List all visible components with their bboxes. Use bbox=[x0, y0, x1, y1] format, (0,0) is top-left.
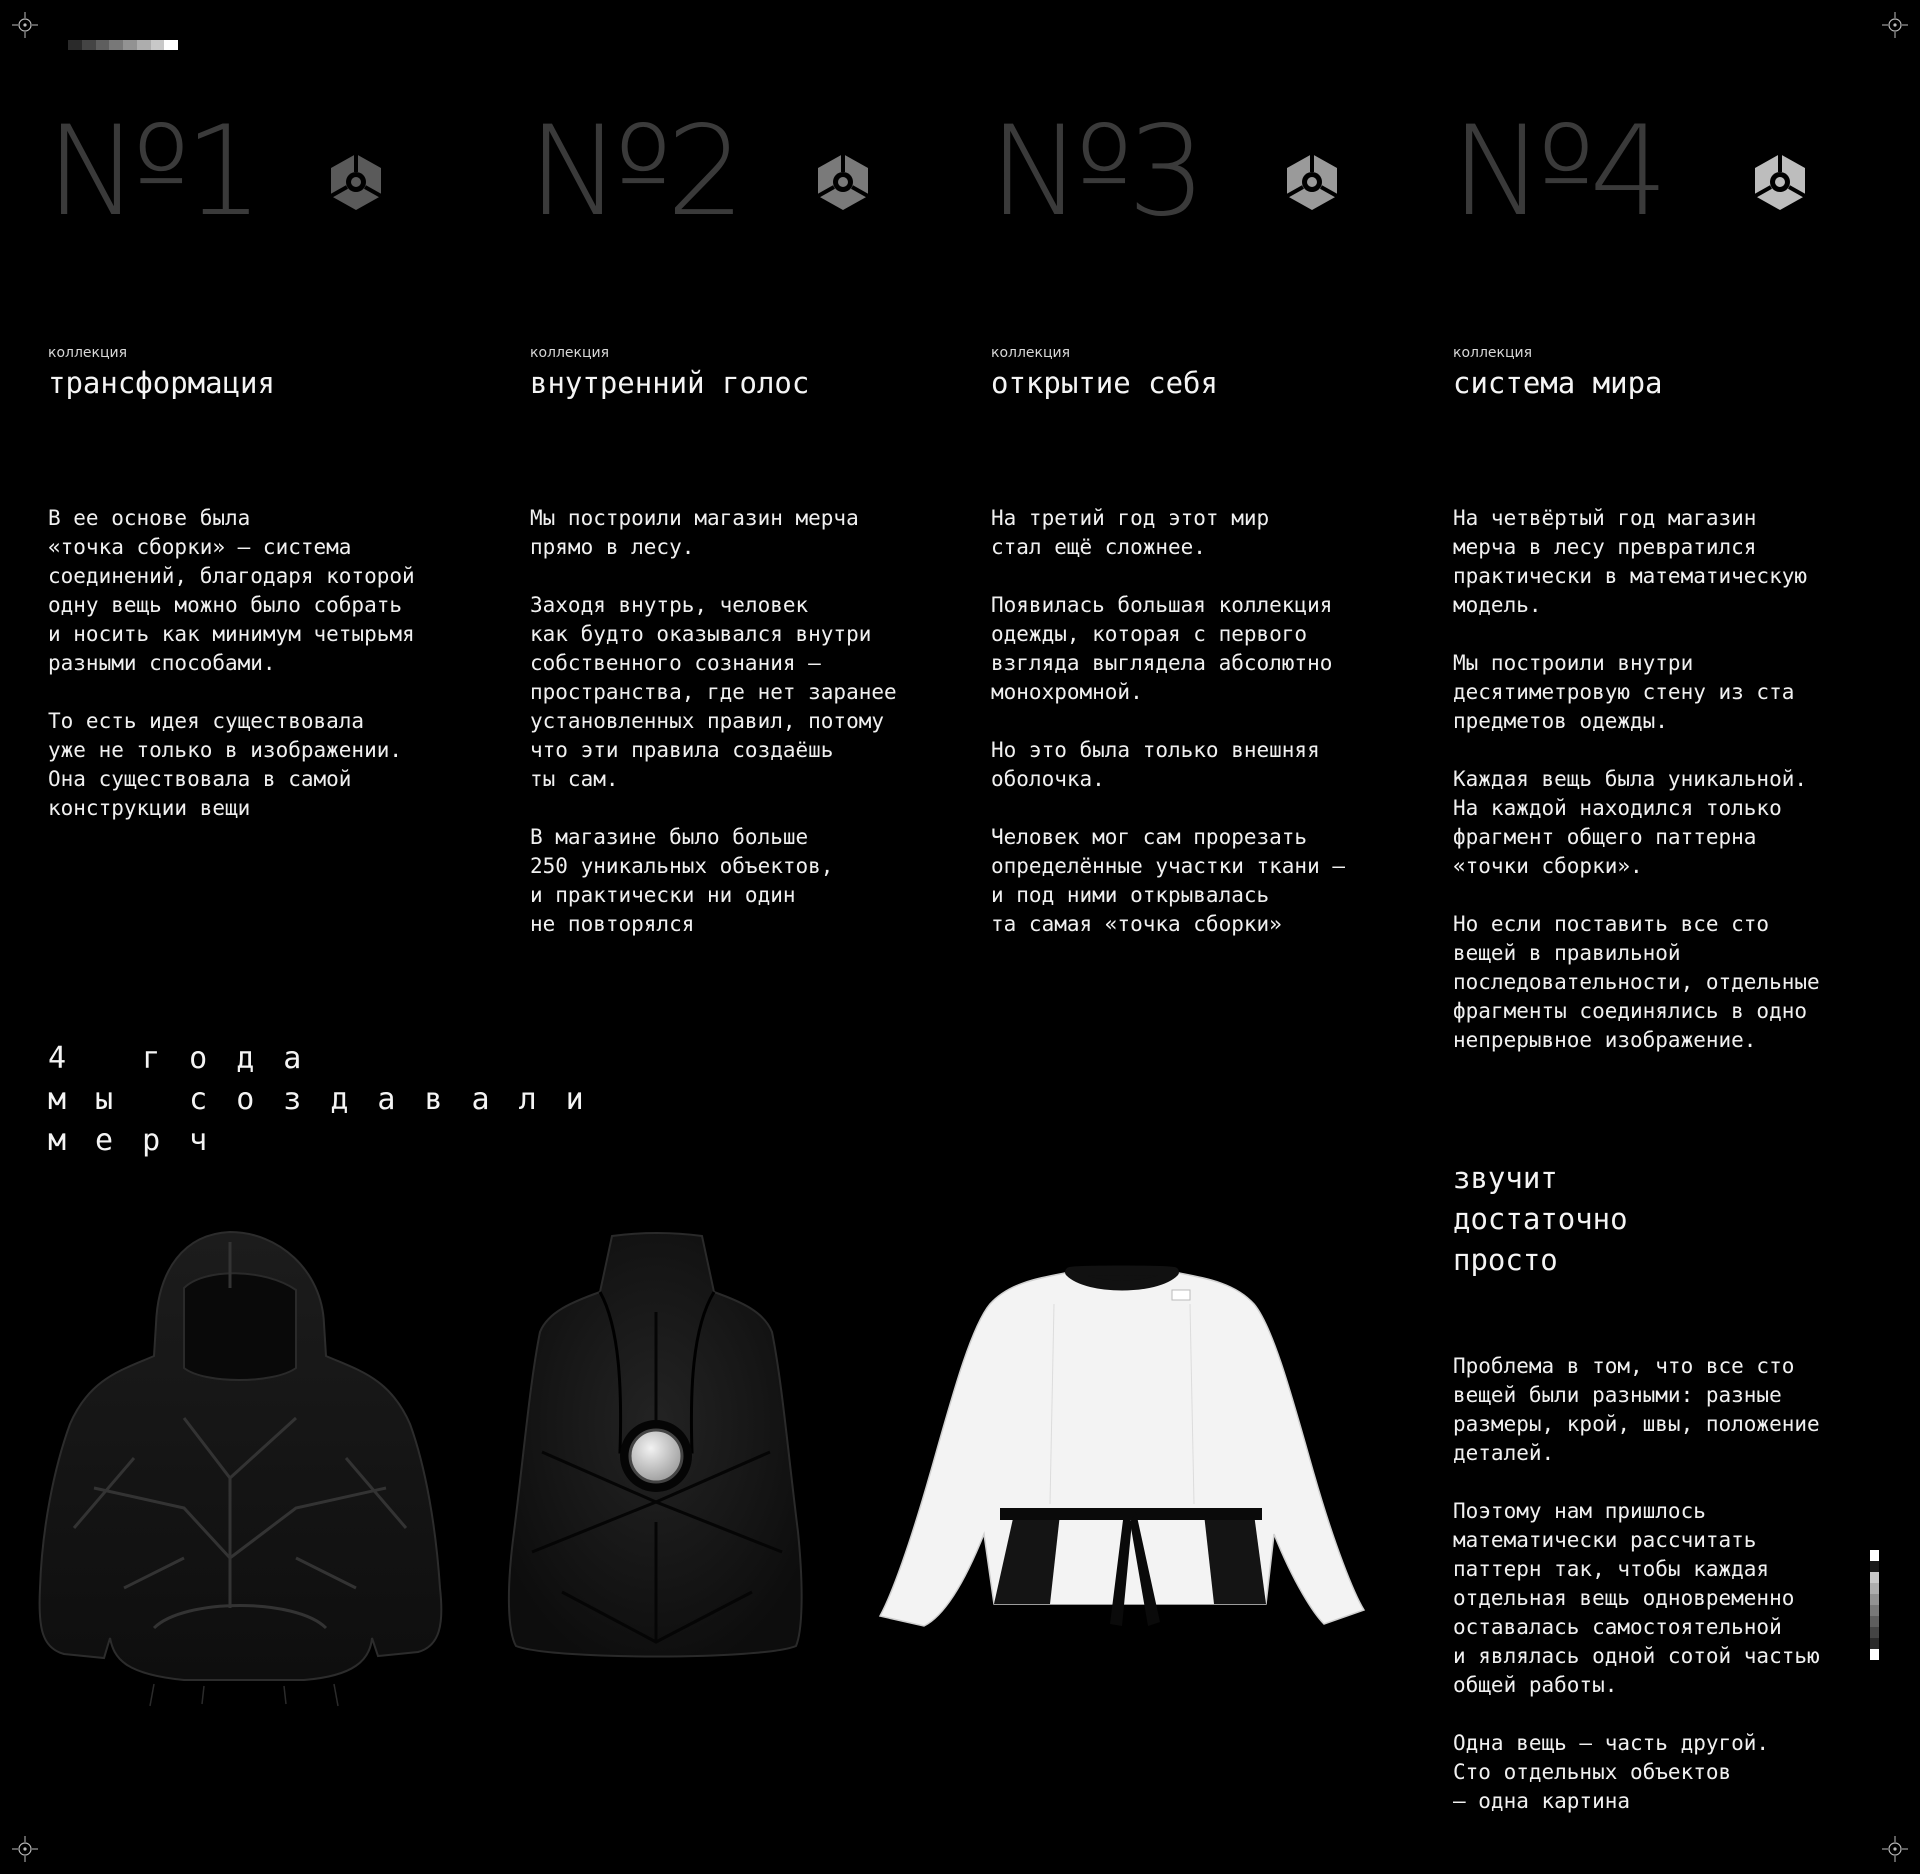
hex-emblem-icon bbox=[815, 152, 871, 212]
collection-title: открытие себя bbox=[991, 366, 1218, 400]
white-longsleeve-image bbox=[874, 1264, 1368, 1642]
collection-number: №3 bbox=[989, 100, 1201, 244]
collection-description: На четвёртый год магазин мерча в лесу превратился практически в математическую модель. Мы построили внутри десятиметровую стену из ста предметов одежды. Каждая вещь была уникальной. На каждой находился только фрагмент общего паттерна «точки сборки». Но если поставить все сто вещей в правильной последовательности, отдельные фрагменты соединялись в одно непрерывное изображение. bbox=[1453, 506, 1820, 1052]
scroll-indicator bbox=[1870, 1550, 1879, 1660]
collection-title: внутренний голос bbox=[530, 366, 810, 400]
crosshair-icon bbox=[1882, 12, 1908, 38]
collection-description: Мы построили магазин мерча прямо в лесу. Заходя внутрь, человек как будто оказывался внутри собственного сознания — пространства, где нет заранее установленных правил, потому что эти правила создаёшь ты сам. В магазине было больше 250 уникальных объектов, и практически ни один не повторялся bbox=[530, 506, 897, 936]
hex-emblem-icon bbox=[328, 152, 384, 212]
collection-label: коллекция bbox=[530, 345, 610, 361]
collection-title: трансформация bbox=[48, 366, 275, 400]
collection-number: №1 bbox=[46, 100, 258, 244]
collection-number: №4 bbox=[1451, 100, 1663, 244]
collection-label: коллекция bbox=[991, 345, 1071, 361]
headline: 4 года мы создавали мерч bbox=[48, 1041, 613, 1158]
crosshair-icon bbox=[1882, 1836, 1908, 1862]
crosshair-icon bbox=[12, 12, 38, 38]
collection-number: №2 bbox=[528, 100, 740, 244]
gradient-strip bbox=[68, 40, 178, 50]
black-hoodie-image bbox=[34, 1228, 446, 1708]
hex-emblem-icon bbox=[1752, 152, 1808, 212]
collection-description: В ее основе была «точка сборки» — система соединений, благодаря которой одну вещь можно было собрать и носить как минимум четырьмя разными способами. То есть идея существовала уже не только в изображении. Она существовала в самой конструкции вещи bbox=[48, 506, 415, 820]
black-puffer-vest-image bbox=[502, 1232, 810, 1666]
collection-label: коллекция bbox=[48, 345, 128, 361]
hex-emblem-icon bbox=[1284, 152, 1340, 212]
collection-description: На третий год этот мир стал ещё сложнее. Появилась большая коллекция одежды, которая с первого взгляда выглядела абсолютно монохромной. Но это была только внешняя оболочка. Человек мог сам прорезать определённые участки ткани — и под ними открывалась та самая «точка сборки» bbox=[991, 506, 1346, 936]
side-description: Проблема в том, что все сто вещей были разными: разные размеры, крой, швы, положение деталей. Поэтому нам пришлось математически рассчитать паттерн так, чтобы каждая отдельная вещь одновременно оставалась самостоятельной и являлась одной сотой частью общей работы. Одна вещь — часть другой. Сто отдельных объектов — одна картина bbox=[1453, 1354, 1820, 1813]
collection-title: система мира bbox=[1453, 366, 1663, 400]
side-title: звучит достаточно просто bbox=[1453, 1161, 1628, 1277]
collection-label: коллекция bbox=[1453, 345, 1533, 361]
crosshair-icon bbox=[12, 1836, 38, 1862]
